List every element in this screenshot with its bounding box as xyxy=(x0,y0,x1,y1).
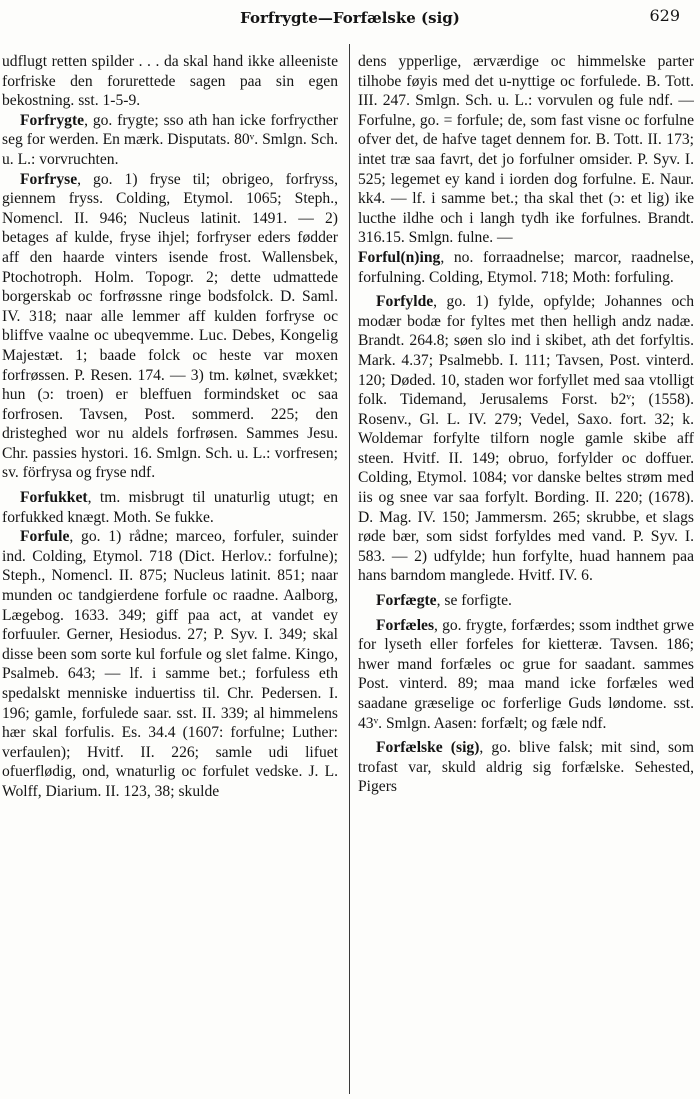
entry-text: , go. 1) rådne; marceo, forfuler, suinder ind. Colding, Etymol. 718 (Dict. Herlov.: forfulne); Steph., Nomencl. II. 875; Nucleus latinit. 851; naar munden oc tandgierdene forfule oc raadne. Aalborg, Lægebog. 1633. 349; giff paa act, at vandet ey forfuuler. Gerner, Hesiodus. 27; P. Syv. I. 349; skal disse been som sorte kul forfule og slet falme. Kingo, Psalmeb. 643; — lf. i samme bet.; forfuless eth spedalskt menniske induertiss til. Chr. Pedersen. I. 196; gamle, forfulede saar. sst. II. 339; al himmelens hær skal forfulis. Es. 34.4 (1607: forfulne; Luther: verfaulen); Hvitf. II. 226; samle udi lifuet ofuerflødig, ond, wnaturlig oc forfulet vedske. J. L. Wolff, Diarium. II. 123, 38; skulde xyxy=(2,528,338,800)
dictionary-entry xyxy=(2,488,338,527)
entry-headword: Forfule xyxy=(20,528,70,546)
right-column xyxy=(358,52,694,1092)
column-divider xyxy=(349,44,350,1094)
entry-headword: Forfægte xyxy=(376,592,437,610)
page-header xyxy=(0,0,700,44)
dictionary-entry xyxy=(358,616,694,734)
dictionary-entry xyxy=(358,738,694,797)
entry-text: , go. 1) fylde, opfylde; Johannes och modær bodæ for fyltes met then helligh andz nadæ. Brandt. 264.8; søen slo ind i skibet, ath det forfyltis. Mark. 4.37; Psalmebb. I. 111; Tavsen, Post. vinterd. 120; Døded. 10, staden wor forfyllet med saa vtolligt folk. Tidemand, Jerusalems Forst. b2ᵛ; (1558). Rosenv., Gl. L. IV. 279; Vedel, Saxo. fort. 32; k. Woldemar forfylte tilforn nogle gamle skibe aff steen. Hvitf. II. 149; obruo, forfylder oc doffuer. Colding, Etymol. 1084; vor danske beltes strøm med iis og snee var saa forfylt. Bording. II. 220; (1678). D. Mag. IV. 150; Jammersm. 265; skrubbe, et slags røde bær, som sidst forfyldes med vand. P. Syv. I. 583. — 2) udfylde; hun forfylte, huad hannem paa hans barndom manglede. Hvitf. IV. 6. xyxy=(358,293,694,585)
entry-headword: Forfrygte xyxy=(20,111,85,129)
entry-headword: Forful(n)ing xyxy=(358,248,441,266)
dictionary-entry xyxy=(2,170,338,484)
entry-text: udflugt retten spilder . . . da skal hand ikke alleeniste forfriske den forurettede sagen paa sin egen bekostning. sst. 1-5-9. xyxy=(2,53,338,110)
entry-text: , go. frygte; sso ath han icke forfrycther seg for werden. En mærk. Disputats. 80ᵛ. Smlgn. Sch. u. L.: vorvruchten. xyxy=(2,111,338,168)
entry-headword: Forfælske (sig) xyxy=(376,739,480,757)
dictionary-entry xyxy=(2,527,338,801)
entry-text: , no. forraadnelse; marcor, raadnelse, forfulning. Colding, Etymol. 718; Moth: forfuling. xyxy=(358,248,694,286)
dictionary-entry xyxy=(358,292,694,586)
entry-text: , tm. misbrugt til unaturlig utugt; en forfukked knægt. Moth. Se fukke. xyxy=(2,489,338,526)
entry-headword: Forfryse xyxy=(20,170,78,188)
running-title: Forfrygte—Forfælske (sig) xyxy=(240,9,460,27)
dictionary-entry xyxy=(2,52,338,111)
dictionary-entry xyxy=(2,111,338,170)
entry-headword: Forfukket xyxy=(20,489,88,507)
entry-text: dens ypperlige, ærværdige oc himmelske parter tilhobe føyis med det u-nyttige oc forfulede. B. Tott. III. 247. Smlgn. Sch. u. L.: vorvulen og fule ndf. — Forfulne, go. = forfule; de, som fast visne oc forfulne ofver det, de hafve taget dennem for. B. Tott. II. 173; intet træ saa favrt, det jo forfulner omsider. P. Syv. I. 525; legemet ey kand i iorden dog forfulne. E. Naur. kk4. — lf. i samme bet.; tha skal thet (ɔ: et lig) ike lucthe ildhe och i langh tydh ike forfulnes. Brandt. 316.15. Smlgn. fulne. — xyxy=(358,53,694,247)
dictionary-entry xyxy=(358,248,694,287)
entry-headword: Forfæles xyxy=(376,616,435,634)
left-column xyxy=(2,52,338,1092)
entry-text: , go. blive falsk; mit sind, som trofast var, skuld aldrig sig forfælske. Sehested, Pigers xyxy=(358,739,694,796)
page-number: 629 xyxy=(649,6,680,25)
entry-text: , go. 1) fryse til; obrigeo, forfryss, giennem fryss. Colding, Etymol. 1065; Steph., Nomencl. II. 946; Nucleus latinit. 1491. — 2) betages af kulde, fryse ihjel; forfryser eders fødder aff den haarde vinters isende frost. Wallensbek, Ptochotroph. Holm. Topogr. 2; dette udmattede borgerskab oc forfrøssne ringe bodsfolck. D. Saml. IV. 318; naar alle lemmer aff kulden forfryse oc bliffve vaalne oc ubeqvemme. Luc. Debes, Kongelig Majestæt. 1; baade folck oc heste var moxen forfrøssen. P. Resen. 174. — 3) tm. kølnet, svækket; hun (ɔ: troen) er bleffuen formindsket oc saa forfrosen. Tavsen, Post. sommerd. 225; den dristeghed wor nu aldels forfrøsen. Sammes Jesu. Chr. passies hystori. 16. Smlgn. Sch. u. L.: vorfresen; sv. förfrysa og fryse ndf. xyxy=(2,170,338,482)
dictionary-entry xyxy=(358,52,694,248)
entry-headword: Forfylde xyxy=(376,293,434,311)
entry-text: , se forfigte. xyxy=(436,592,512,610)
dictionary-entry xyxy=(358,591,694,611)
entry-text: , go. frygte, forfærdes; ssom indthet grwe for lyseth eller forfeles for kietteræ. Tavsen. 186; hwer mand forfæles oc grue for saadant. sammes Post. vinterd. 89; maa mand icke forfæles wed saadane græselige oc forferlige Guds løndome. sst. 43ᵛ. Smlgn. Aasen: forfælt; og fæle ndf. xyxy=(358,616,694,732)
